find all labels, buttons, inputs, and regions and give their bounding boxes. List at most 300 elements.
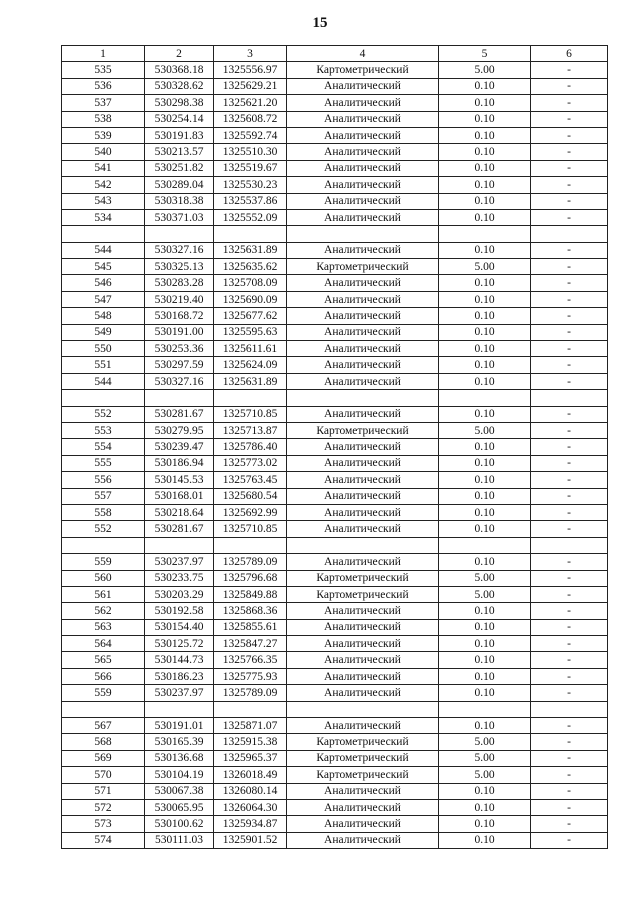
spacer-row — [62, 390, 608, 406]
table-cell: 1325611.61 — [214, 341, 287, 357]
table-cell: 0.10 — [439, 160, 531, 176]
table-cell: 530191.00 — [145, 324, 214, 340]
empty-cell — [439, 701, 531, 717]
table-cell: 1325773.02 — [214, 455, 287, 471]
table-row — [62, 111, 608, 127]
table-cell: Аналитический — [287, 111, 439, 127]
table-cell: 5.00 — [439, 750, 531, 766]
table-cell: Аналитический — [287, 95, 439, 111]
table-cell: - — [531, 799, 608, 815]
table-cell: - — [531, 209, 608, 225]
table-cell: Аналитический — [287, 504, 439, 520]
table-cell: 0.10 — [439, 685, 531, 701]
table-cell: 572 — [62, 799, 145, 815]
table-cell: Картометрический — [287, 586, 439, 602]
table-cell: 530168.72 — [145, 308, 214, 324]
table-cell: 0.10 — [439, 127, 531, 143]
table-cell: 542 — [62, 177, 145, 193]
table-row — [62, 422, 608, 438]
table-cell: 0.10 — [439, 832, 531, 848]
table-cell: 0.10 — [439, 111, 531, 127]
table-cell: 530191.01 — [145, 718, 214, 734]
table-cell: Аналитический — [287, 799, 439, 815]
table-cell: 0.10 — [439, 373, 531, 389]
table-cell: 561 — [62, 586, 145, 602]
table-cell: 0.10 — [439, 521, 531, 537]
empty-cell — [439, 537, 531, 553]
table-cell: - — [531, 373, 608, 389]
table-cell: 549 — [62, 324, 145, 340]
table-cell: - — [531, 357, 608, 373]
table-cell: 574 — [62, 832, 145, 848]
table-cell: 0.10 — [439, 406, 531, 422]
table-cell: 1325592.74 — [214, 127, 287, 143]
table-cell: 573 — [62, 816, 145, 832]
table-cell: - — [531, 636, 608, 652]
table-cell: 530254.14 — [145, 111, 214, 127]
table-cell: - — [531, 127, 608, 143]
table-cell: 5.00 — [439, 586, 531, 602]
column-header: 6 — [531, 46, 608, 62]
table-row — [62, 734, 608, 750]
table-cell: 530253.36 — [145, 341, 214, 357]
table-cell: 0.10 — [439, 177, 531, 193]
table-cell: 539 — [62, 127, 145, 143]
table-row — [62, 373, 608, 389]
table-cell: Аналитический — [287, 603, 439, 619]
table-cell: - — [531, 160, 608, 176]
table-cell: 530283.28 — [145, 275, 214, 291]
empty-cell — [214, 226, 287, 242]
table-row — [62, 668, 608, 684]
table-cell: Картометрический — [287, 62, 439, 78]
table-cell: Аналитический — [287, 177, 439, 193]
table-cell: Аналитический — [287, 406, 439, 422]
table-row — [62, 554, 608, 570]
table-cell: 1325789.09 — [214, 554, 287, 570]
table-cell: 530327.16 — [145, 373, 214, 389]
table-cell: 1325680.54 — [214, 488, 287, 504]
table-cell: 1325710.85 — [214, 521, 287, 537]
table-cell: 5.00 — [439, 62, 531, 78]
table-cell: 571 — [62, 783, 145, 799]
table-cell: Аналитический — [287, 308, 439, 324]
table-cell: 563 — [62, 619, 145, 635]
table-cell: 0.10 — [439, 816, 531, 832]
table-cell: 530104.19 — [145, 767, 214, 783]
table-cell: Аналитический — [287, 357, 439, 373]
table-cell: 530279.95 — [145, 422, 214, 438]
table-cell: 1325915.38 — [214, 734, 287, 750]
spacer-row — [62, 701, 608, 717]
column-header: 3 — [214, 46, 287, 62]
table-cell: 541 — [62, 160, 145, 176]
table-cell: 530165.39 — [145, 734, 214, 750]
table-cell: Аналитический — [287, 242, 439, 258]
table-cell: 1325631.89 — [214, 373, 287, 389]
table-cell: 1326018.49 — [214, 767, 287, 783]
table-cell: 0.10 — [439, 603, 531, 619]
table-cell: 530233.75 — [145, 570, 214, 586]
table-cell: 530281.67 — [145, 521, 214, 537]
table-cell: 1325510.30 — [214, 144, 287, 160]
table-cell: 5.00 — [439, 570, 531, 586]
table-row — [62, 78, 608, 94]
table-cell: 530327.16 — [145, 242, 214, 258]
table-cell: 544 — [62, 242, 145, 258]
table-row — [62, 160, 608, 176]
table-cell: 1325871.07 — [214, 718, 287, 734]
table-cell: Аналитический — [287, 144, 439, 160]
table-cell: Картометрический — [287, 570, 439, 586]
table-cell: - — [531, 439, 608, 455]
empty-cell — [62, 701, 145, 717]
table-cell: 569 — [62, 750, 145, 766]
table-row — [62, 685, 608, 701]
table-cell: 538 — [62, 111, 145, 127]
empty-cell — [145, 390, 214, 406]
table-cell: 530203.29 — [145, 586, 214, 602]
table-cell: - — [531, 324, 608, 340]
table-cell: 1325901.52 — [214, 832, 287, 848]
table-cell: 530237.97 — [145, 685, 214, 701]
spacer-row — [62, 537, 608, 553]
table-cell: 0.10 — [439, 652, 531, 668]
table-row — [62, 324, 608, 340]
table-cell: 0.10 — [439, 783, 531, 799]
header-row — [62, 46, 608, 62]
table-cell: 1325786.40 — [214, 439, 287, 455]
table-cell: Аналитический — [287, 619, 439, 635]
table-row — [62, 472, 608, 488]
empty-cell — [145, 537, 214, 553]
empty-cell — [62, 390, 145, 406]
table-cell: 5.00 — [439, 734, 531, 750]
empty-cell — [287, 701, 439, 717]
table-cell: 1325608.72 — [214, 111, 287, 127]
table-cell: 530067.38 — [145, 783, 214, 799]
empty-cell — [214, 390, 287, 406]
table-cell: 530111.03 — [145, 832, 214, 848]
table-cell: 530186.94 — [145, 455, 214, 471]
table-cell: 530168.01 — [145, 488, 214, 504]
table-cell: 0.10 — [439, 308, 531, 324]
table-cell: 548 — [62, 308, 145, 324]
table-cell: 1325763.45 — [214, 472, 287, 488]
table-cell: 1325552.09 — [214, 209, 287, 225]
table-cell: - — [531, 259, 608, 275]
column-header: 4 — [287, 46, 439, 62]
table-cell: - — [531, 406, 608, 422]
table-cell: 0.10 — [439, 488, 531, 504]
table-cell: 1325690.09 — [214, 291, 287, 307]
table-row — [62, 832, 608, 848]
table-cell: 530100.62 — [145, 816, 214, 832]
table-cell: 543 — [62, 193, 145, 209]
table-cell: - — [531, 734, 608, 750]
table-cell: - — [531, 554, 608, 570]
table-cell: 1325965.37 — [214, 750, 287, 766]
table-cell: 567 — [62, 718, 145, 734]
table-cell: 1325934.87 — [214, 816, 287, 832]
table-row — [62, 341, 608, 357]
table-cell: 566 — [62, 668, 145, 684]
table-cell: 530144.73 — [145, 652, 214, 668]
table-cell: 555 — [62, 455, 145, 471]
table-cell: Аналитический — [287, 341, 439, 357]
table-cell: Картометрический — [287, 259, 439, 275]
table-cell: 530191.83 — [145, 127, 214, 143]
table-cell: 0.10 — [439, 668, 531, 684]
table-cell: - — [531, 603, 608, 619]
table-row — [62, 488, 608, 504]
table-cell: 1325789.09 — [214, 685, 287, 701]
table-cell: Аналитический — [287, 127, 439, 143]
coordinates-table — [61, 45, 608, 849]
table-cell: 560 — [62, 570, 145, 586]
table-cell: 552 — [62, 521, 145, 537]
table-cell: 562 — [62, 603, 145, 619]
table-cell: 1325595.63 — [214, 324, 287, 340]
table-cell: - — [531, 341, 608, 357]
table-cell: 530192.58 — [145, 603, 214, 619]
table-cell: 570 — [62, 767, 145, 783]
table-cell: 530125.72 — [145, 636, 214, 652]
table-cell: 0.10 — [439, 636, 531, 652]
table-cell: - — [531, 193, 608, 209]
table-cell: 0.10 — [439, 439, 531, 455]
table-row — [62, 570, 608, 586]
table-cell: 1325530.23 — [214, 177, 287, 193]
table-cell: 530218.64 — [145, 504, 214, 520]
table-row — [62, 275, 608, 291]
table-row — [62, 619, 608, 635]
table-cell: 559 — [62, 685, 145, 701]
table-cell: 0.10 — [439, 799, 531, 815]
table-cell: Аналитический — [287, 816, 439, 832]
table-cell: - — [531, 570, 608, 586]
table-cell: Картометрический — [287, 734, 439, 750]
empty-cell — [531, 701, 608, 717]
table-row — [62, 750, 608, 766]
table-cell: Аналитический — [287, 324, 439, 340]
table-cell: 1325629.21 — [214, 78, 287, 94]
table-cell: 530325.13 — [145, 259, 214, 275]
table-cell: - — [531, 488, 608, 504]
table-cell: 550 — [62, 341, 145, 357]
table-cell: Аналитический — [287, 488, 439, 504]
table-cell: - — [531, 832, 608, 848]
table-cell: - — [531, 422, 608, 438]
table-cell: 0.10 — [439, 144, 531, 160]
table-cell: 0.10 — [439, 209, 531, 225]
table-cell: 0.10 — [439, 275, 531, 291]
table-row — [62, 406, 608, 422]
table-row — [62, 259, 608, 275]
table-cell: - — [531, 275, 608, 291]
column-header: 1 — [62, 46, 145, 62]
table-cell: Аналитический — [287, 668, 439, 684]
table-cell: 5.00 — [439, 259, 531, 275]
table-cell: 0.10 — [439, 718, 531, 734]
table-row — [62, 799, 608, 815]
table-cell: 547 — [62, 291, 145, 307]
table-cell: - — [531, 652, 608, 668]
table-cell: - — [531, 718, 608, 734]
table-cell: 552 — [62, 406, 145, 422]
table-cell: 0.10 — [439, 341, 531, 357]
empty-cell — [145, 226, 214, 242]
table-cell: 1325868.36 — [214, 603, 287, 619]
table-cell: 534 — [62, 209, 145, 225]
empty-cell — [439, 226, 531, 242]
table-cell: 530371.03 — [145, 209, 214, 225]
table-row — [62, 127, 608, 143]
table-cell: 530251.82 — [145, 160, 214, 176]
table-cell: Аналитический — [287, 521, 439, 537]
table-cell: 530186.23 — [145, 668, 214, 684]
column-header: 5 — [439, 46, 531, 62]
table-cell: - — [531, 177, 608, 193]
empty-cell — [214, 701, 287, 717]
table-cell: Аналитический — [287, 373, 439, 389]
table-cell: Аналитический — [287, 636, 439, 652]
table-cell: 530239.47 — [145, 439, 214, 455]
table-cell: 530213.57 — [145, 144, 214, 160]
table-cell: 530298.38 — [145, 95, 214, 111]
empty-cell — [145, 701, 214, 717]
table-cell: 530318.38 — [145, 193, 214, 209]
table-cell: 557 — [62, 488, 145, 504]
table-row — [62, 586, 608, 602]
table-cell: Картометрический — [287, 422, 439, 438]
table-cell: 530368.18 — [145, 62, 214, 78]
table-cell: 530281.67 — [145, 406, 214, 422]
table-cell: - — [531, 619, 608, 635]
table-cell: 1325624.09 — [214, 357, 287, 373]
table-cell: 536 — [62, 78, 145, 94]
empty-cell — [214, 537, 287, 553]
table-row — [62, 209, 608, 225]
table-cell: 1326064.30 — [214, 799, 287, 815]
empty-cell — [531, 390, 608, 406]
table-cell: 5.00 — [439, 422, 531, 438]
table-cell: Аналитический — [287, 718, 439, 734]
table-body — [62, 62, 608, 849]
table-cell: Аналитический — [287, 472, 439, 488]
table-cell: 0.10 — [439, 324, 531, 340]
table-cell: 1325766.35 — [214, 652, 287, 668]
page-number: 15 — [312, 15, 328, 31]
table-row — [62, 291, 608, 307]
table-cell: 1325855.61 — [214, 619, 287, 635]
table-cell: 530297.59 — [145, 357, 214, 373]
table-cell: - — [531, 504, 608, 520]
empty-cell — [531, 226, 608, 242]
table-cell: 1325631.89 — [214, 242, 287, 258]
empty-cell — [62, 226, 145, 242]
table-row — [62, 636, 608, 652]
table-cell: Аналитический — [287, 783, 439, 799]
table-cell: 1325708.09 — [214, 275, 287, 291]
table-cell: - — [531, 242, 608, 258]
empty-cell — [287, 226, 439, 242]
table-row — [62, 439, 608, 455]
table-cell: 535 — [62, 62, 145, 78]
table-cell: 1325519.67 — [214, 160, 287, 176]
table-cell: 1325849.88 — [214, 586, 287, 602]
table-cell: 530219.40 — [145, 291, 214, 307]
table-cell: 1325556.97 — [214, 62, 287, 78]
table-cell: 1325796.68 — [214, 570, 287, 586]
table-cell: - — [531, 455, 608, 471]
table-cell: 565 — [62, 652, 145, 668]
table-cell: 530154.40 — [145, 619, 214, 635]
table-cell: 0.10 — [439, 78, 531, 94]
table-cell: 0.10 — [439, 193, 531, 209]
table-cell: 1325677.62 — [214, 308, 287, 324]
table-row — [62, 767, 608, 783]
table-row — [62, 308, 608, 324]
table-cell: 1325713.87 — [214, 422, 287, 438]
table-cell: - — [531, 308, 608, 324]
table-cell: 0.10 — [439, 619, 531, 635]
table-cell: 1325621.20 — [214, 95, 287, 111]
table-cell: - — [531, 62, 608, 78]
table-row — [62, 504, 608, 520]
table-cell: 0.10 — [439, 242, 531, 258]
table-cell: 530289.04 — [145, 177, 214, 193]
table-cell: Аналитический — [287, 209, 439, 225]
table-cell: 530136.68 — [145, 750, 214, 766]
table-cell: Картометрический — [287, 767, 439, 783]
table-cell: 559 — [62, 554, 145, 570]
table-cell: - — [531, 668, 608, 684]
table-cell: - — [531, 750, 608, 766]
table-cell: 1326080.14 — [214, 783, 287, 799]
table-cell: Аналитический — [287, 160, 439, 176]
table-row — [62, 718, 608, 734]
table-cell: 0.10 — [439, 357, 531, 373]
table-cell: 546 — [62, 275, 145, 291]
table-cell: 551 — [62, 357, 145, 373]
empty-cell — [287, 390, 439, 406]
table-row — [62, 603, 608, 619]
table-row — [62, 242, 608, 258]
table-cell: Аналитический — [287, 455, 439, 471]
table-row — [62, 521, 608, 537]
table-cell: 545 — [62, 259, 145, 275]
empty-cell — [287, 537, 439, 553]
table-cell: 1325710.85 — [214, 406, 287, 422]
table-cell: - — [531, 816, 608, 832]
table-cell: 554 — [62, 439, 145, 455]
table-cell: Аналитический — [287, 832, 439, 848]
table-cell: 1325635.62 — [214, 259, 287, 275]
table-cell: 530065.95 — [145, 799, 214, 815]
table-cell: 1325847.27 — [214, 636, 287, 652]
table-row — [62, 816, 608, 832]
table-cell: 0.10 — [439, 291, 531, 307]
table-cell: Аналитический — [287, 554, 439, 570]
table-row — [62, 193, 608, 209]
table-cell: 564 — [62, 636, 145, 652]
table-cell: - — [531, 472, 608, 488]
table-row — [62, 455, 608, 471]
table-cell: 0.10 — [439, 472, 531, 488]
table-cell: 537 — [62, 95, 145, 111]
table-cell: 568 — [62, 734, 145, 750]
